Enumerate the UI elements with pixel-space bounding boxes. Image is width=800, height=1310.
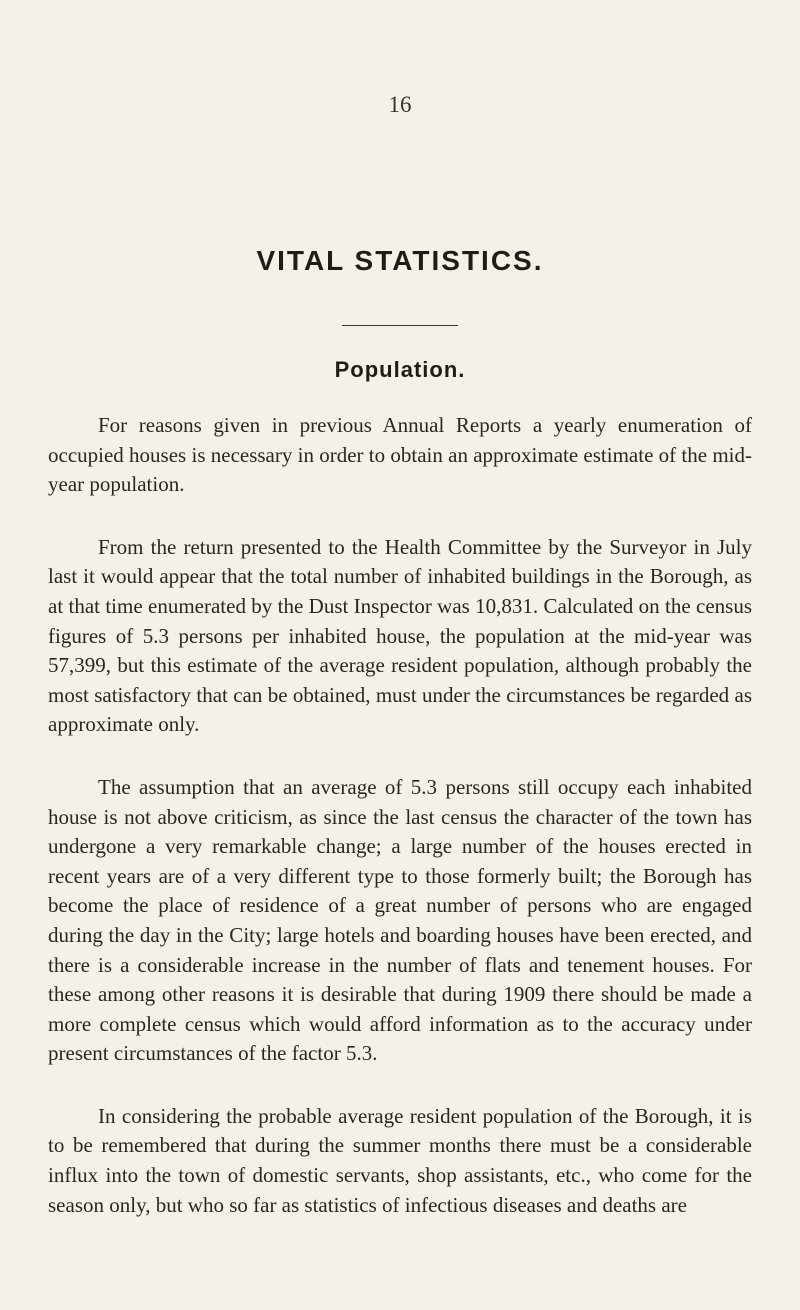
paragraph: From the return presented to the Health Committee by the Surveyor in July last it would appear that the total number of inhabited buildings in the Borough, as at that time enumerated by the Dust Inspector was 10,831. Calculated on the census figures of 5.3 persons per inhabited house, the population at the mid-year was 57,399, but this estimate of the average resident population, although probably the most satisfactory that can be obtained, must under the circumstances be regarded as approximate only. [48, 534, 752, 737]
page-number: 16 [388, 92, 412, 117]
body-text [48, 411, 752, 1253]
paragraph: In considering the probable average resident population of the Borough, it is to be remembered that during the summer months there must be a considerable influx into the town of domestic servants, shop assistants, etc., who come for the season only, but who so far as statistics of infectious diseases and deaths are [48, 1103, 752, 1217]
heading-divider [342, 325, 458, 326]
paragraph: For reasons given in previous Annual Reports a yearly enumeration of occupied houses is necessary in order to obtain an approximate estimate of the mid-year population. [48, 413, 752, 497]
main-heading: VITAL STATISTICS. [256, 245, 544, 276]
paragraph: The assumption that an average of 5.3 persons still occupy each inhabited house is not above criticism, as since the last census the character of the town has undergone a very remarkable change; a large number of the houses erected in recent years are of a very different type to those formerly built; the Borough has become the place of residence of a great number of persons who are engaged during the day in the City; large hotels and boarding houses have been erected, and there is a considerable increase in the number of flats and tenement houses. For these among other reasons it is desirable that during 1909 there should be made a more complete census which would afford information as to the accuracy under present circumstances of the factor 5.3. [48, 774, 752, 1066]
section-heading: Population. [334, 357, 466, 382]
